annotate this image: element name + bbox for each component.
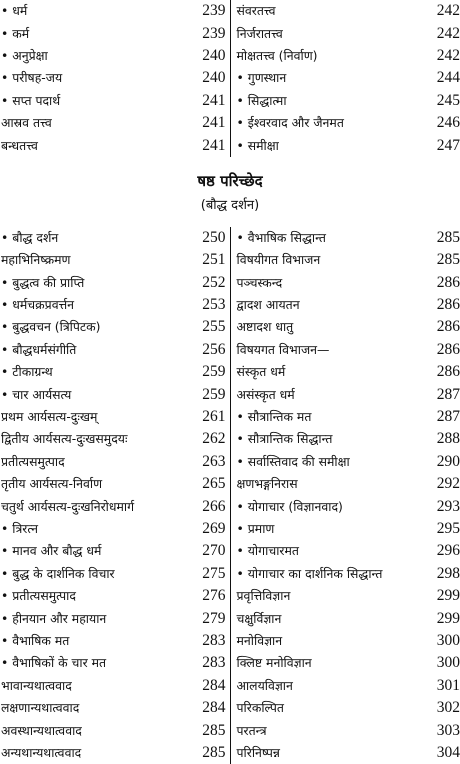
chapter-heading [0,157,460,227]
toc-page-right: 298 [436,564,460,582]
toc-table-top [0,0,460,157]
toc-page-left: 241 [190,112,230,134]
toc-row [0,585,460,607]
toc-page-right: 299 [436,587,460,605]
toc-entry-left: • धर्मचक्रप्रवर्त्तन [1,297,75,313]
toc-row [0,540,460,562]
toc-row [0,112,460,134]
toc-page-right: 286 [436,363,460,381]
toc-table-main [0,227,460,764]
toc-entry-left: • हीनयान और महायान [1,610,107,626]
toc-page-left: 262 [190,428,230,450]
toc-page-right: 288 [436,430,460,448]
toc-row [0,45,460,67]
toc-entry-right: परतन्त्र [236,722,267,738]
toc-entry-right: मोक्षतत्त्व (निर्वाण) [236,47,318,63]
toc-entry-left: प्रथम आर्यसत्य-दुःखम् [1,409,98,425]
toc-row [0,428,460,450]
toc-page-left: 285 [190,742,230,764]
toc-entry-left: • धर्म [1,3,28,19]
toc-entry-right: चक्षुर्विज्ञान [236,610,282,626]
toc-entry-left: द्वितीय आर्यसत्य-दुःखसमुदयः [1,431,128,447]
toc-entry-right: • सौत्रान्तिक सिद्धान्त [236,431,333,447]
toc-page-left: 241 [190,90,230,112]
toc-entry-left: • बुद्ध के दार्शनिक विचार [1,565,115,581]
toc-page-left: 270 [190,540,230,562]
toc-row [0,719,460,741]
toc-entry-right: • सिद्धात्मा [236,92,287,108]
toc-row [0,495,460,517]
toc-page-left: 284 [190,697,230,719]
toc-entry-right: विषयीगत विभाजन [236,252,321,268]
toc-page-right: 300 [436,631,460,649]
toc-main-body [0,227,460,764]
toc-entry-left: • वैभाषिक मत [1,632,70,648]
toc-page-right: 295 [436,520,460,537]
toc-row [0,272,460,294]
toc-entry-right: • योगाचार का दार्शनिक सिद्धान्त [236,565,383,581]
toc-page-right: 246 [436,114,460,132]
toc-page-left: 261 [190,406,230,428]
toc-page-left: 253 [190,294,230,316]
toc-entry-left: अन्यथान्यथात्ववाद [1,744,82,760]
toc-entry-right: निर्जरातत्त्व [236,25,283,41]
toc-entry-left: लक्षणान्यथात्ववाद [1,700,80,716]
toc-page-right: 299 [436,609,460,627]
toc-entry-right: • गुणस्थान [236,70,287,86]
toc-entry-right: • योगाचार (विज्ञानवाद) [236,498,343,514]
toc-page-left: 252 [190,272,230,294]
toc-row [0,316,460,338]
toc-row [0,22,460,44]
toc-entry-right: मनोविज्ञान [236,632,283,648]
toc-entry-right: • सर्वास्तिवाद की समीक्षा [236,453,350,469]
toc-row [0,227,460,249]
toc-entry-left: • बुद्धत्व की प्राप्ति [1,274,85,290]
toc-page-right: 247 [436,136,460,154]
toc-page-left: 239 [190,0,230,22]
toc-row [0,90,460,112]
toc-page-left: 285 [190,719,230,741]
toc-entry-left: भावान्यथात्ववाद [1,677,72,693]
toc-page-right: 242 [436,24,460,42]
toc-page-left: 284 [190,675,230,697]
toc-page-left: 263 [190,451,230,473]
toc-page-left: 239 [190,22,230,44]
toc-row [0,563,460,585]
toc-page-left: 266 [190,495,230,517]
toc-entry-right: • वैभाषिक सिद्धान्त [236,229,326,245]
toc-page-right: 292 [436,475,460,493]
toc-page-right: 290 [436,452,460,470]
toc-page-left: 275 [190,563,230,585]
toc-entry-right: क्षणभङ्गनिरास [236,476,298,492]
toc-page-right: 301 [436,676,460,694]
toc-row [0,451,460,473]
toc-entry-right: परिकल्पित [236,700,284,716]
toc-row [0,742,460,764]
toc-row [0,134,460,156]
toc-entry-right: संवरतत्त्व [236,3,276,19]
toc-entry-left: आस्रव तत्त्व [1,115,52,131]
toc-entry-right: क्लिष्ट मनोविज्ञान [236,655,312,671]
toc-entry-left: चतुर्थ आर्यसत्य-दुःखनिरोधमार्ग [1,498,135,514]
toc-entry-left: • अनुप्रेक्षा [1,47,48,63]
toc-row [0,67,460,89]
toc-entry-left: • प्रतीत्यसमुत्पाद [1,588,76,604]
toc-page-right: 287 [436,385,460,403]
toc-row [0,518,460,540]
toc-page-right: 303 [436,721,460,739]
toc-entry-right: • सौत्रान्तिक मत [236,409,312,425]
toc-page-right: 285 [436,228,460,246]
toc-entry-left: • सप्त पदार्थ [1,92,61,108]
toc-row [0,294,460,316]
toc-page-left: 279 [190,607,230,629]
toc-entry-left: • मानव और बौद्ध धर्म [1,543,102,559]
toc-entry-left: • बौद्ध दर्शन [1,229,59,245]
toc-entry-left: बन्धतत्त्व [1,137,38,153]
toc-page-left: 276 [190,585,230,607]
toc-entry-left: प्रतीत्यसमुत्पाद [1,453,65,469]
toc-entry-left: • बुद्धवचन (त्रिपिटक) [1,319,101,335]
toc-page-right: 242 [436,46,460,64]
toc-page-right: 285 [436,251,460,269]
toc-entry-right: असंस्कृत धर्म [236,386,295,402]
toc-page-left: 240 [190,67,230,89]
toc-entry-right: अष्टादश धातु [236,319,294,335]
toc-page-right: 296 [436,542,460,560]
toc-row [0,361,460,383]
toc-page-right: 304 [436,743,460,761]
toc-page-left: 251 [190,249,230,271]
toc-page-left: 283 [190,652,230,674]
toc-entry-right: द्वादश आयतन [236,297,300,313]
toc-page-left: 250 [190,227,230,249]
chapter-title: षष्ठ परिच्छेद [197,171,263,190]
toc-row [0,406,460,428]
toc-page-right: 300 [436,654,460,672]
toc-page-right: 286 [436,296,460,314]
toc-page-right: 302 [436,699,460,717]
toc-entry-left: अवस्थान्यथात्ववाद [1,722,82,738]
toc-page-right: 287 [436,408,460,426]
toc-entry-left: महाभिनिष्क्रमण [1,252,71,268]
chapter-subtitle: (बौद्ध दर्शन) [200,197,260,213]
toc-page-right: 245 [436,91,460,109]
toc-entry-right: परिनिष्पन्न [236,744,280,760]
toc-entry-right: प्रवृत्तिविज्ञान [236,588,291,604]
toc-page-right: 244 [436,69,460,87]
toc-row [0,339,460,361]
toc-entry-left: • बौद्धधर्मसंगीति [1,341,77,357]
toc-row [0,607,460,629]
toc-entry-right: • समीक्षा [236,137,279,153]
toc-page-right: 293 [436,497,460,515]
toc-row [0,383,460,405]
toc-entry-right: विषयगत विभाजन— [236,341,330,357]
toc-page-left: 265 [190,473,230,495]
toc-entry-right: पञ्चस्कन्द [236,274,283,290]
toc-row [0,249,460,271]
toc-page-left: 241 [190,134,230,156]
toc-entry-right: • प्रमाण [236,521,275,536]
toc-page-left: 259 [190,383,230,405]
toc-entry-right: • योगाचारमत [236,543,299,559]
toc-row [0,675,460,697]
toc-row [0,630,460,652]
toc-entry-right: संस्कृत धर्म [236,364,286,380]
toc-page-right: 286 [436,318,460,336]
toc-page-right: 286 [436,340,460,358]
toc-row [0,473,460,495]
toc-row [0,697,460,719]
toc-entry-left: • परीषह-जय [1,70,63,86]
toc-page-left: 256 [190,339,230,361]
toc-row [0,0,460,22]
toc-entry-left: • वैभाषिकों के चार मत [1,655,107,671]
toc-entry-left: तृतीय आर्यसत्य-निर्वाण [1,476,103,492]
toc-entry-left: • टीकाग्रन्थ [1,364,53,380]
toc-entry-left: • चार आर्यसत्य [1,386,72,402]
toc-entry-left: • कर्म [1,25,30,41]
toc-top-body [0,0,460,157]
toc-row [0,652,460,674]
toc-entry-right: • ईश्वरवाद और जैनमत [236,115,344,131]
toc-entry-left: • त्रिरत्न [1,521,39,536]
toc-page-left: 255 [190,316,230,338]
toc-page-left: 259 [190,361,230,383]
toc-page-left: 240 [190,45,230,67]
toc-page-right: 286 [436,273,460,291]
toc-page-left: 269 [190,518,230,540]
toc-entry-right: आलयविज्ञान [236,677,293,693]
toc-page-left: 283 [190,630,230,652]
toc-page-right: 242 [436,2,460,20]
